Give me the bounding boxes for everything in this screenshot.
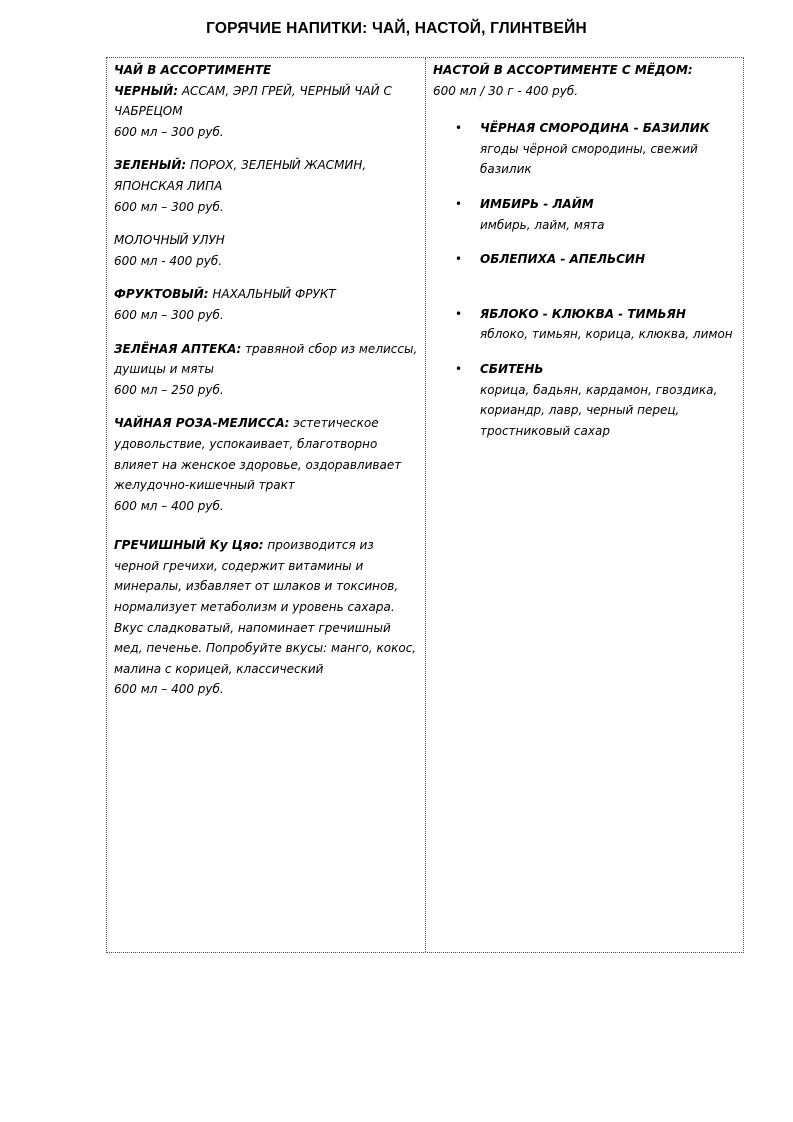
tea-item-rose-melissa bbox=[114, 413, 420, 516]
list-item bbox=[433, 304, 741, 345]
tea-name: ЗЕЛЕНЫЙ: bbox=[114, 158, 187, 173]
bullet-icon: • bbox=[455, 196, 463, 211]
tea-item-green-pharmacy bbox=[114, 339, 420, 401]
tea-description: МОЛОЧНЫЙ УЛУН bbox=[114, 233, 225, 248]
tea-description: эстетическое удовольствие, успокаивает, благотворно влияет на женское здоровье, оздоравливает желудочно-кишечный тракт bbox=[114, 416, 402, 493]
tea-item-green bbox=[114, 155, 420, 217]
tea-name: ЗЕЛЁНАЯ АПТЕКА: bbox=[114, 341, 242, 356]
tea-item-fruit bbox=[114, 284, 420, 325]
infusion-ingredients: яблоко, тимьян, корица, клюква, лимон bbox=[480, 327, 733, 342]
tea-price: 600 мл – 300 руб. bbox=[114, 199, 224, 214]
infusion-ingredients: имбирь, лайм, мята bbox=[480, 217, 605, 232]
tea-description: травяной сбор из мелиссы, душицы и мяты bbox=[114, 341, 418, 377]
infusion-ingredients: корица, бадьян, кардамон, гвоздика, кориандр, лавр, черный перец, тростниковый сахар bbox=[480, 382, 718, 438]
tea-description: производится из черной гречихи, содержит витамины и минералы, избавляет от шлаков и токсинов, нормализует метаболизм и уровень сахара. Вкус сладковатый, напоминает гречишный мед, печенье. Попробуйте вкусы: манго, кокос, малина с корицей, классический bbox=[114, 538, 417, 676]
infusion-list bbox=[433, 118, 741, 441]
bullet-icon: • bbox=[455, 361, 463, 376]
infusion-section-heading: НАСТОЙ В АССОРТИМЕНТЕ С МЁДОМ: bbox=[433, 63, 693, 77]
tea-description: НАХАЛЬНЫЙ ФРУКТ bbox=[208, 287, 336, 302]
tea-price: 600 мл – 400 руб. bbox=[114, 498, 224, 513]
tea-name: ЧАЙНАЯ РОЗА-МЕЛИССА: bbox=[114, 416, 290, 431]
tea-name: ГРЕЧИШНЫЙ Ку Цяо: bbox=[114, 538, 264, 553]
infusion-ingredients: ягоды чёрной смородины, свежий базилик bbox=[480, 141, 698, 177]
infusion-name: ИМБИРЬ - ЛАЙМ bbox=[480, 196, 594, 211]
tea-item-milk-oolong bbox=[114, 230, 420, 271]
tea-price: 600 мл – 250 руб. bbox=[114, 382, 224, 397]
list-item bbox=[433, 249, 741, 270]
infusion-name: СБИТЕНЬ bbox=[480, 361, 544, 376]
bullet-icon: • bbox=[455, 121, 463, 136]
infusion-name: ОБЛЕПИХА - АПЕЛЬСИН bbox=[480, 252, 646, 267]
bullet-icon: • bbox=[455, 252, 463, 267]
tea-column bbox=[114, 60, 420, 713]
bullet-icon: • bbox=[455, 306, 463, 321]
tea-price: 600 мл – 300 руб. bbox=[114, 124, 224, 139]
infusion-name: ЧЁРНАЯ СМОРОДИНА - БАЗИЛИК bbox=[480, 121, 710, 136]
infusion-price: 600 мл / 30 г - 400 руб. bbox=[433, 83, 579, 98]
column-divider bbox=[425, 58, 426, 952]
list-item bbox=[433, 359, 741, 441]
tea-price: 600 мл – 300 руб. bbox=[114, 307, 224, 322]
tea-name: ФРУКТОВЫЙ: bbox=[114, 287, 209, 302]
infusion-name: ЯБЛОКО - КЛЮКВА - ТИМЬЯН bbox=[480, 306, 686, 321]
menu-table bbox=[106, 57, 744, 953]
tea-item-buckwheat bbox=[114, 535, 420, 700]
page-title: ГОРЯЧИЕ НАПИТКИ: ЧАЙ, НАСТОЙ, ГЛИНТВЕЙН bbox=[206, 20, 587, 37]
tea-section-heading: ЧАЙ В АССОРТИМЕНТЕ bbox=[114, 63, 272, 77]
tea-price: 600 мл – 400 руб. bbox=[114, 682, 224, 697]
tea-item-black bbox=[114, 81, 420, 143]
infusion-column bbox=[433, 60, 741, 455]
tea-name: ЧЕРНЫЙ: bbox=[114, 83, 179, 98]
tea-description: ПОРОХ, ЗЕЛЕНЫЙ ЖАСМИН, ЯПОНСКАЯ ЛИПА bbox=[114, 158, 367, 193]
tea-description: АССАМ, ЭРЛ ГРЕЙ, ЧЕРНЫЙ ЧАЙ С ЧАБРЕЦОМ bbox=[114, 83, 392, 119]
list-item bbox=[433, 118, 741, 180]
list-item bbox=[433, 194, 741, 235]
tea-price: 600 мл - 400 руб. bbox=[114, 253, 223, 268]
